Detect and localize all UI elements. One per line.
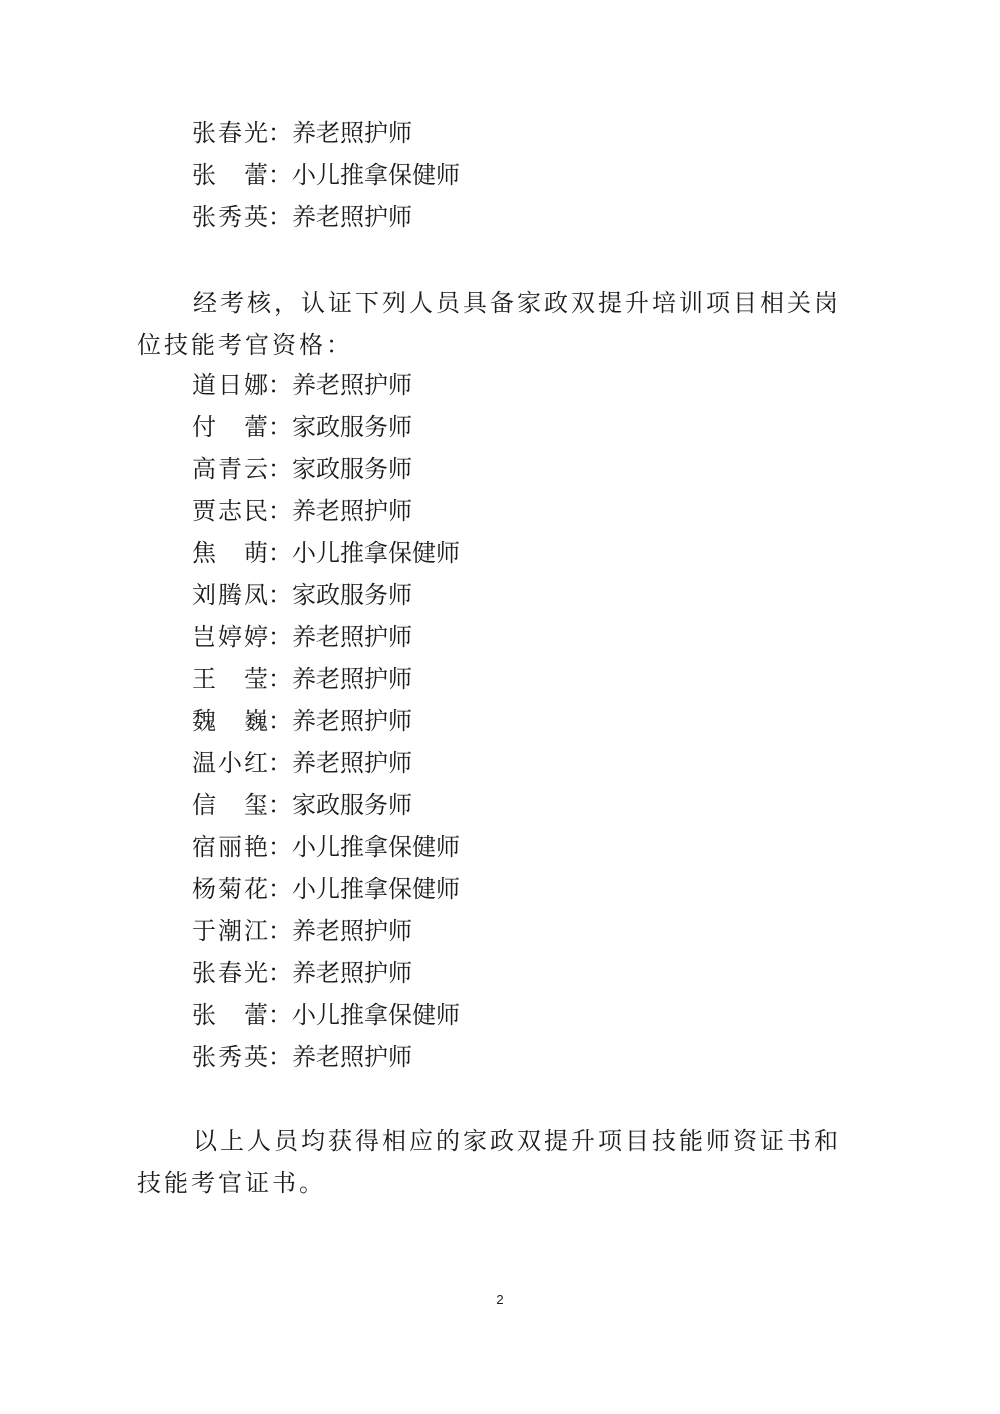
role-title: 家政服务师: [292, 455, 412, 483]
person-name: 张春光: [192, 959, 268, 987]
person-name: 刘腾凤: [192, 581, 268, 609]
list-item: [192, 952, 460, 994]
role-title: 养老照护师: [292, 497, 412, 525]
role-title: 小儿推拿保健师: [292, 833, 460, 861]
role-title: 养老照护师: [292, 917, 412, 945]
separator: ：: [268, 455, 292, 483]
examiner-intro-paragraph: 经考核，认证下列人员具备家政双提升培训项目相关岗位技能考官资格：: [137, 289, 841, 359]
separator: ：: [268, 875, 292, 903]
person-name: 宿丽艳: [192, 833, 268, 861]
person-name: 高青云: [192, 455, 268, 483]
person-name: 张春光: [192, 119, 268, 147]
separator: ：: [268, 539, 292, 567]
list-item: [192, 574, 460, 616]
role-title: 小儿推拿保健师: [292, 875, 460, 903]
list-item: [192, 112, 460, 154]
separator: ：: [268, 791, 292, 819]
person-name: 于潮江: [192, 917, 268, 945]
person-name: 温小红: [192, 749, 268, 777]
role-title: 小儿推拿保健师: [292, 1001, 460, 1029]
list-item: [192, 658, 460, 700]
separator: ：: [268, 665, 292, 693]
list-item: [192, 910, 460, 952]
person-name: 魏巍: [192, 707, 268, 735]
separator: ：: [268, 161, 292, 189]
list-item: [192, 448, 460, 490]
separator: ：: [268, 371, 292, 399]
list-item: [192, 490, 460, 532]
person-name: 道日娜: [192, 371, 268, 399]
role-title: 养老照护师: [292, 203, 412, 231]
person-name: 信玺: [192, 791, 268, 819]
person-name: 贾志民: [192, 497, 268, 525]
person-name: 付蕾: [192, 413, 268, 441]
list-item: [192, 784, 460, 826]
role-title: 家政服务师: [292, 791, 412, 819]
role-title: 家政服务师: [292, 413, 412, 441]
separator: ：: [268, 833, 292, 861]
page-number: 2: [496, 1292, 504, 1307]
separator: ：: [268, 623, 292, 651]
list-item: [192, 826, 460, 868]
list-item: [192, 868, 460, 910]
separator: ：: [268, 707, 292, 735]
top-name-list: [192, 112, 460, 238]
person-name: 张秀英: [192, 1043, 268, 1071]
list-item: [192, 616, 460, 658]
separator: ：: [268, 119, 292, 147]
person-name: 王莹: [192, 665, 268, 693]
person-name: 杨菊花: [192, 875, 268, 903]
person-name: 张蕾: [192, 1001, 268, 1029]
list-item: [192, 364, 460, 406]
separator: ：: [268, 497, 292, 525]
closing-paragraph: 以上人员均获得相应的家政双提升项目技能师资证书和技能考官证书。: [137, 1127, 841, 1197]
role-title: 养老照护师: [292, 665, 412, 693]
role-title: 小儿推拿保健师: [292, 539, 460, 567]
person-name: 张蕾: [192, 161, 268, 189]
list-item: [192, 154, 460, 196]
examiner-name-list: [192, 364, 460, 1078]
list-item: [192, 994, 460, 1036]
list-item: [192, 406, 460, 448]
separator: ：: [268, 413, 292, 441]
person-name: 岂婷婷: [192, 623, 268, 651]
list-item: [192, 196, 460, 238]
list-item: [192, 700, 460, 742]
separator: ：: [268, 959, 292, 987]
person-name: 张秀英: [192, 203, 268, 231]
separator: ：: [268, 1043, 292, 1071]
list-item: [192, 1036, 460, 1078]
separator: ：: [268, 581, 292, 609]
separator: ：: [268, 1001, 292, 1029]
role-title: 养老照护师: [292, 1043, 412, 1071]
role-title: 家政服务师: [292, 581, 412, 609]
role-title: 养老照护师: [292, 623, 412, 651]
role-title: 养老照护师: [292, 959, 412, 987]
list-item: [192, 532, 460, 574]
role-title: 养老照护师: [292, 371, 412, 399]
role-title: 养老照护师: [292, 119, 412, 147]
role-title: 养老照护师: [292, 707, 412, 735]
separator: ：: [268, 203, 292, 231]
role-title: 养老照护师: [292, 749, 412, 777]
list-item: [192, 742, 460, 784]
person-name: 焦萌: [192, 539, 268, 567]
separator: ：: [268, 749, 292, 777]
role-title: 小儿推拿保健师: [292, 161, 460, 189]
separator: ：: [268, 917, 292, 945]
